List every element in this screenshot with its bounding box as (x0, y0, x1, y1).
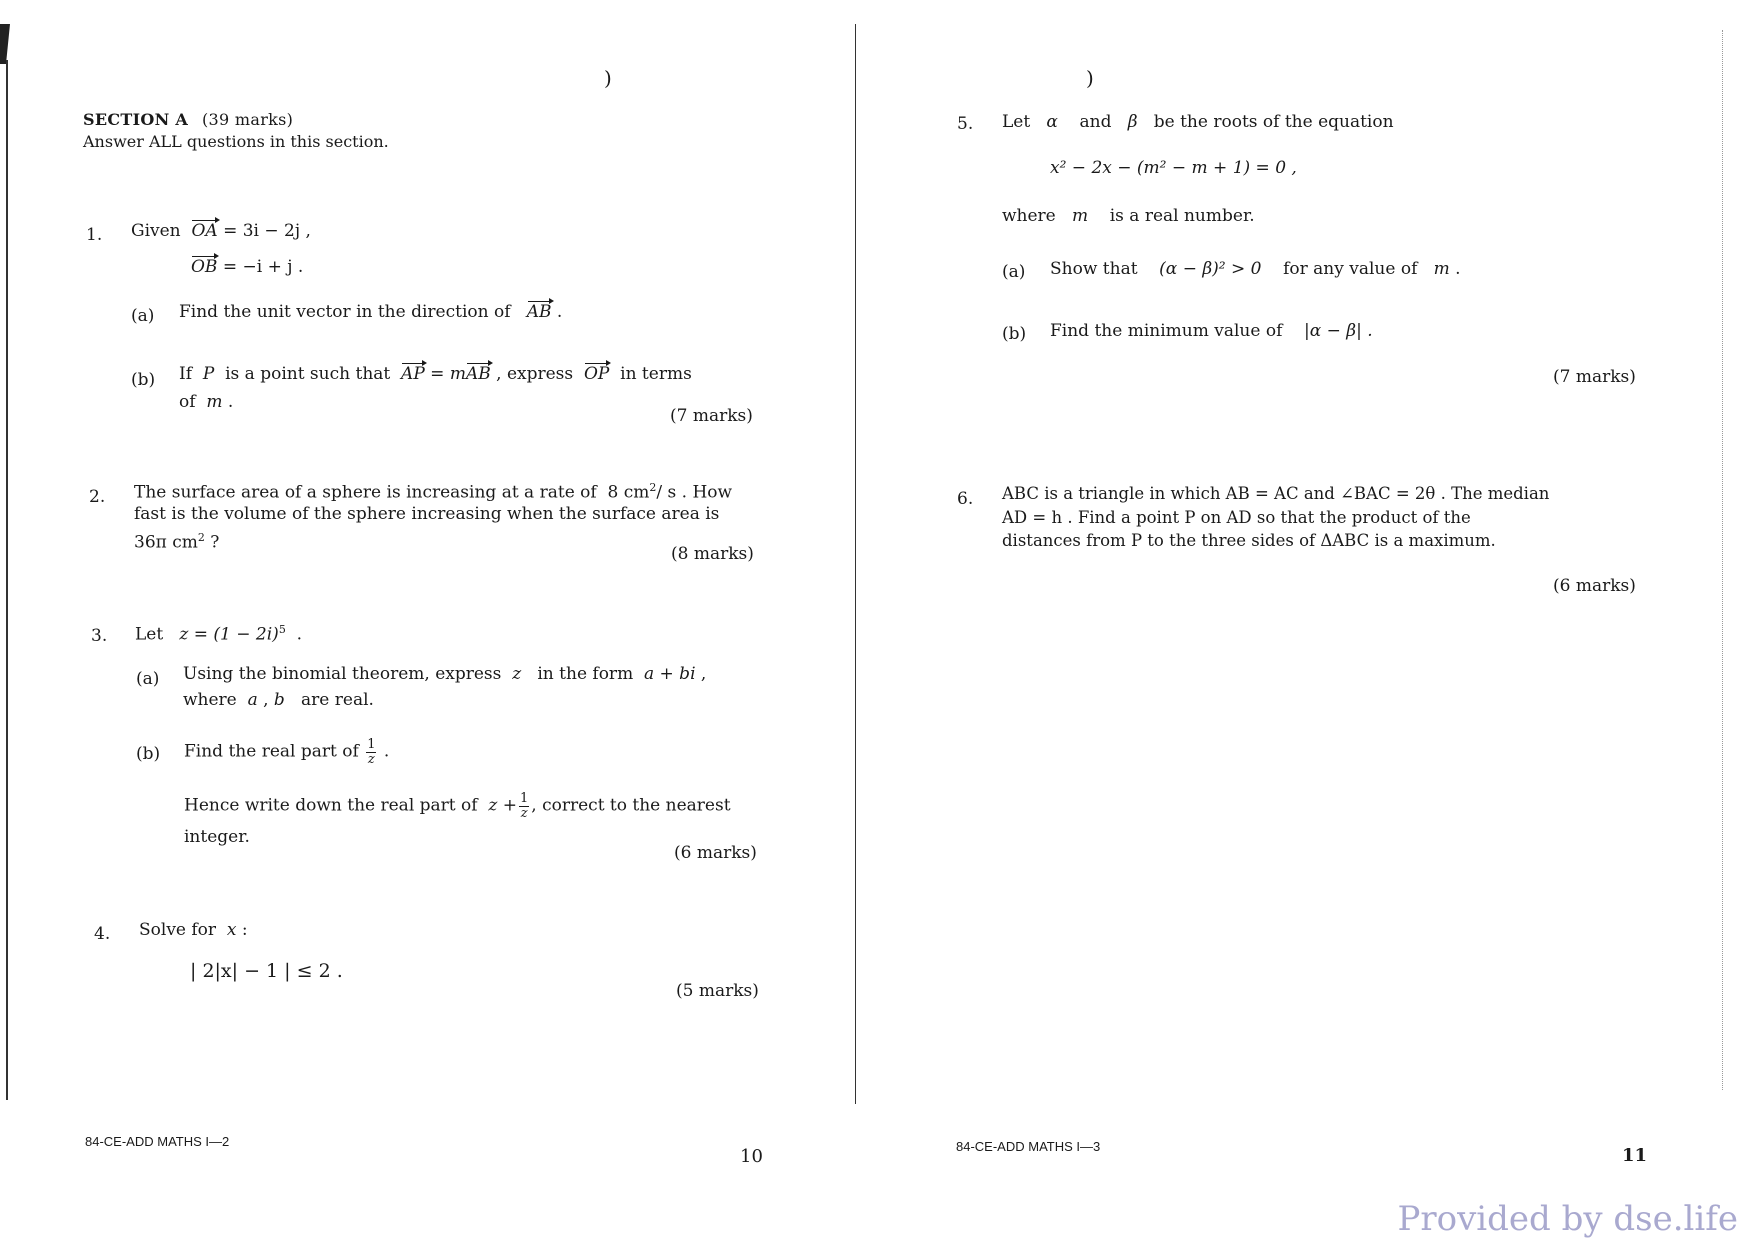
q5a-text: Show that (α − β)² > 0 for any value of m . (1050, 259, 1461, 279)
section-instruction: Answer ALL questions in this section. (83, 132, 389, 151)
question-number: 1. (86, 225, 103, 245)
paper-code: 84-CE-ADD MATHS I—3 (956, 1139, 1101, 1154)
left-page (0, 0, 855, 1245)
marks-label: (6 marks) (1553, 576, 1636, 596)
fraction-one-over-z: $\frac{1}{z}$ (367, 737, 376, 767)
q1b-text-cont: of m . (179, 392, 234, 412)
fraction-one-over-z: $\frac{1}{z}$ (520, 791, 529, 821)
paper-code: 84-CE-ADD MATHS I—2 (85, 1134, 230, 1149)
question-number: 4. (94, 924, 111, 944)
marks-label: (6 marks) (674, 843, 757, 863)
section-heading: SECTION A (39 marks) (83, 110, 294, 129)
vector-ab: AB (465, 364, 491, 384)
page-number: 10 (740, 1146, 763, 1167)
page-tick: ) (604, 66, 612, 90)
q1a-text: Find the unit vector in the direction of AB . (179, 302, 563, 322)
q2-line3: 36π $cm^2$ ? (134, 531, 220, 553)
q6-line3: distances from P to the three sides of ΔABC is a maximum. (1002, 531, 1496, 550)
q3b-text: Find the real part of $\frac{1}{z}$ . (184, 737, 390, 767)
q5-line1: Let α and β be the roots of the equation (1002, 112, 1394, 132)
q1-ob-line: OB = −i + j . (191, 257, 304, 277)
q3-let-line: Let $z = (1 - 2i)^5$ . (135, 623, 303, 645)
q5-where: where m is a real number. (1002, 206, 1255, 226)
watermark: Provided by dse.life (1397, 1199, 1738, 1239)
marks-label: (7 marks) (1553, 367, 1636, 387)
q6-line2: AD = h . Find a point P on AD so that the product of the (1002, 508, 1471, 527)
q3a-line1: Using the binomial theorem, express z in the form a + bi , (183, 664, 707, 684)
q5-equation: x² − 2x − (m² − m + 1) = 0 , (1050, 158, 1297, 178)
page-tick: ) (1086, 66, 1094, 90)
vector-ob: OB (191, 257, 218, 277)
marks-label: (7 marks) (670, 406, 753, 426)
part-label: (a) (131, 306, 155, 326)
marks-label: (5 marks) (676, 981, 759, 1001)
q2-line1: The surface area of a sphere is increasing at a rate of 8 $cm^2/$ s . How (134, 481, 733, 503)
question-number: 6. (957, 489, 974, 509)
question-number: 5. (957, 114, 974, 134)
vector-ap: AP (401, 364, 425, 384)
q1b-text: If P is a point such that AP = mAB , express OP in terms (179, 364, 692, 384)
vector-ab: AB (526, 302, 552, 322)
vector-op: OP (583, 364, 610, 384)
vector-oa: OA (191, 221, 218, 241)
right-page (856, 0, 1753, 1245)
part-label: (a) (1002, 262, 1026, 282)
q3a-line2: where a , b are real. (183, 690, 374, 710)
question-number: 3. (91, 626, 108, 646)
q3-integer-line: integer. (184, 827, 250, 847)
question-number: 2. (89, 487, 106, 507)
q3-hence-line: Hence write down the real part of z + $\frac{1}{z}$ , correct to the nearest (184, 791, 731, 821)
page-number: 11 (1622, 1145, 1648, 1166)
q2-line2: fast is the volume of the sphere increasing when the surface area is (134, 504, 720, 524)
q4-inequality: | 2|x| − 1 | ≤ 2 . (190, 960, 343, 982)
part-label: (a) (136, 669, 160, 689)
q4-text: Solve for x : (139, 920, 248, 940)
part-label: (b) (131, 370, 156, 390)
part-label: (b) (1002, 324, 1027, 344)
q6-line1: ABC is a triangle in which AB = AC and ∠BAC = 2θ . The median (1002, 484, 1550, 503)
q1-given-line: Given OA = 3i − 2j , (131, 221, 311, 241)
marks-label: (8 marks) (671, 544, 754, 564)
part-label: (b) (136, 744, 161, 764)
q5b-text: Find the minimum value of |α − β| . (1050, 321, 1373, 341)
